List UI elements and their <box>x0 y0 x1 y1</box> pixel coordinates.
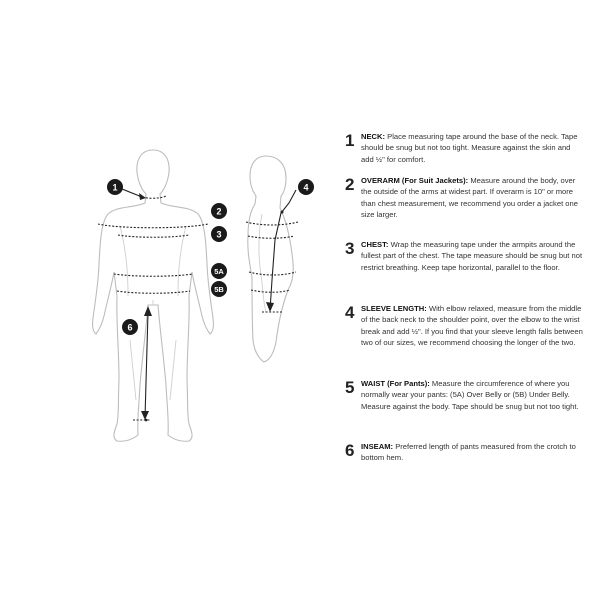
instruction-title: SLEEVE LENGTH: <box>361 304 427 313</box>
svg-text:4: 4 <box>303 182 309 193</box>
instruction-title: OVERARM (For Suit Jackets): <box>361 176 469 185</box>
svg-text:1: 1 <box>112 182 118 193</box>
svg-text:6: 6 <box>127 322 133 333</box>
badge-3 <box>211 226 227 242</box>
instruction-body: Place measuring tape around the base of the neck. Tape should be snug but not too tight. Measure against the skin and add ½" for comfort. <box>361 132 578 164</box>
side-figure <box>248 156 293 362</box>
instruction-title: NECK: <box>361 132 386 141</box>
badge-2 <box>211 203 227 219</box>
badge-5a <box>211 263 227 279</box>
instruction-number: 1 <box>345 131 355 150</box>
sleeve-start-point <box>281 211 284 214</box>
instruction-body: Measure around the body, over the outside of the arms at widest part. If overarm is 10" or more than chest measurement, we recommend you order a jacket one size larger. <box>361 176 578 220</box>
badge-1 <box>107 179 123 195</box>
instruction-title: INSEAM: <box>361 442 394 451</box>
inseam-point <box>145 419 148 422</box>
svg-text:5B: 5B <box>214 285 224 294</box>
svg-text:2: 2 <box>216 206 222 217</box>
badge-5b <box>211 281 227 297</box>
instruction-title: CHEST: <box>361 240 389 249</box>
svg-text:5A: 5A <box>214 267 224 276</box>
side-figure-outline <box>248 156 293 362</box>
instruction-number: 4 <box>345 303 355 322</box>
inseam-arrowhead-bottom <box>141 411 149 420</box>
instruction-body: Preferred length of pants measured from the crotch to bottom hem. <box>361 442 576 463</box>
badge-6 <box>122 319 138 335</box>
instruction-number: 2 <box>345 175 355 194</box>
instruction-title: WAIST (For Pants): <box>361 379 430 388</box>
instruction-body: Measure the circumference of where you normally wear your pants: (5A) Over Belly or (5B) Under Belly. Measure against the body. Tape should be snug but not too tight. <box>361 379 579 411</box>
instruction-body: With elbow relaxed, measure from the middle of the back neck to the shoulder point, over the elbow to the wrist break and add ½". If you find that your sleeve length falls between two of our sizes, we recommend choosing the longer of the two. <box>361 304 583 348</box>
instruction-number: 6 <box>345 441 355 460</box>
badge-4 <box>298 179 314 195</box>
svg-text:3: 3 <box>216 229 222 240</box>
instruction-number: 3 <box>345 239 355 258</box>
instruction-body: Wrap the measuring tape under the armpits around the fullest part of the chest. The tape measure should be snug but not restrict breathing. Keep tape horizontal, parallel to the floor. <box>361 240 583 272</box>
instruction-number: 5 <box>345 378 355 397</box>
